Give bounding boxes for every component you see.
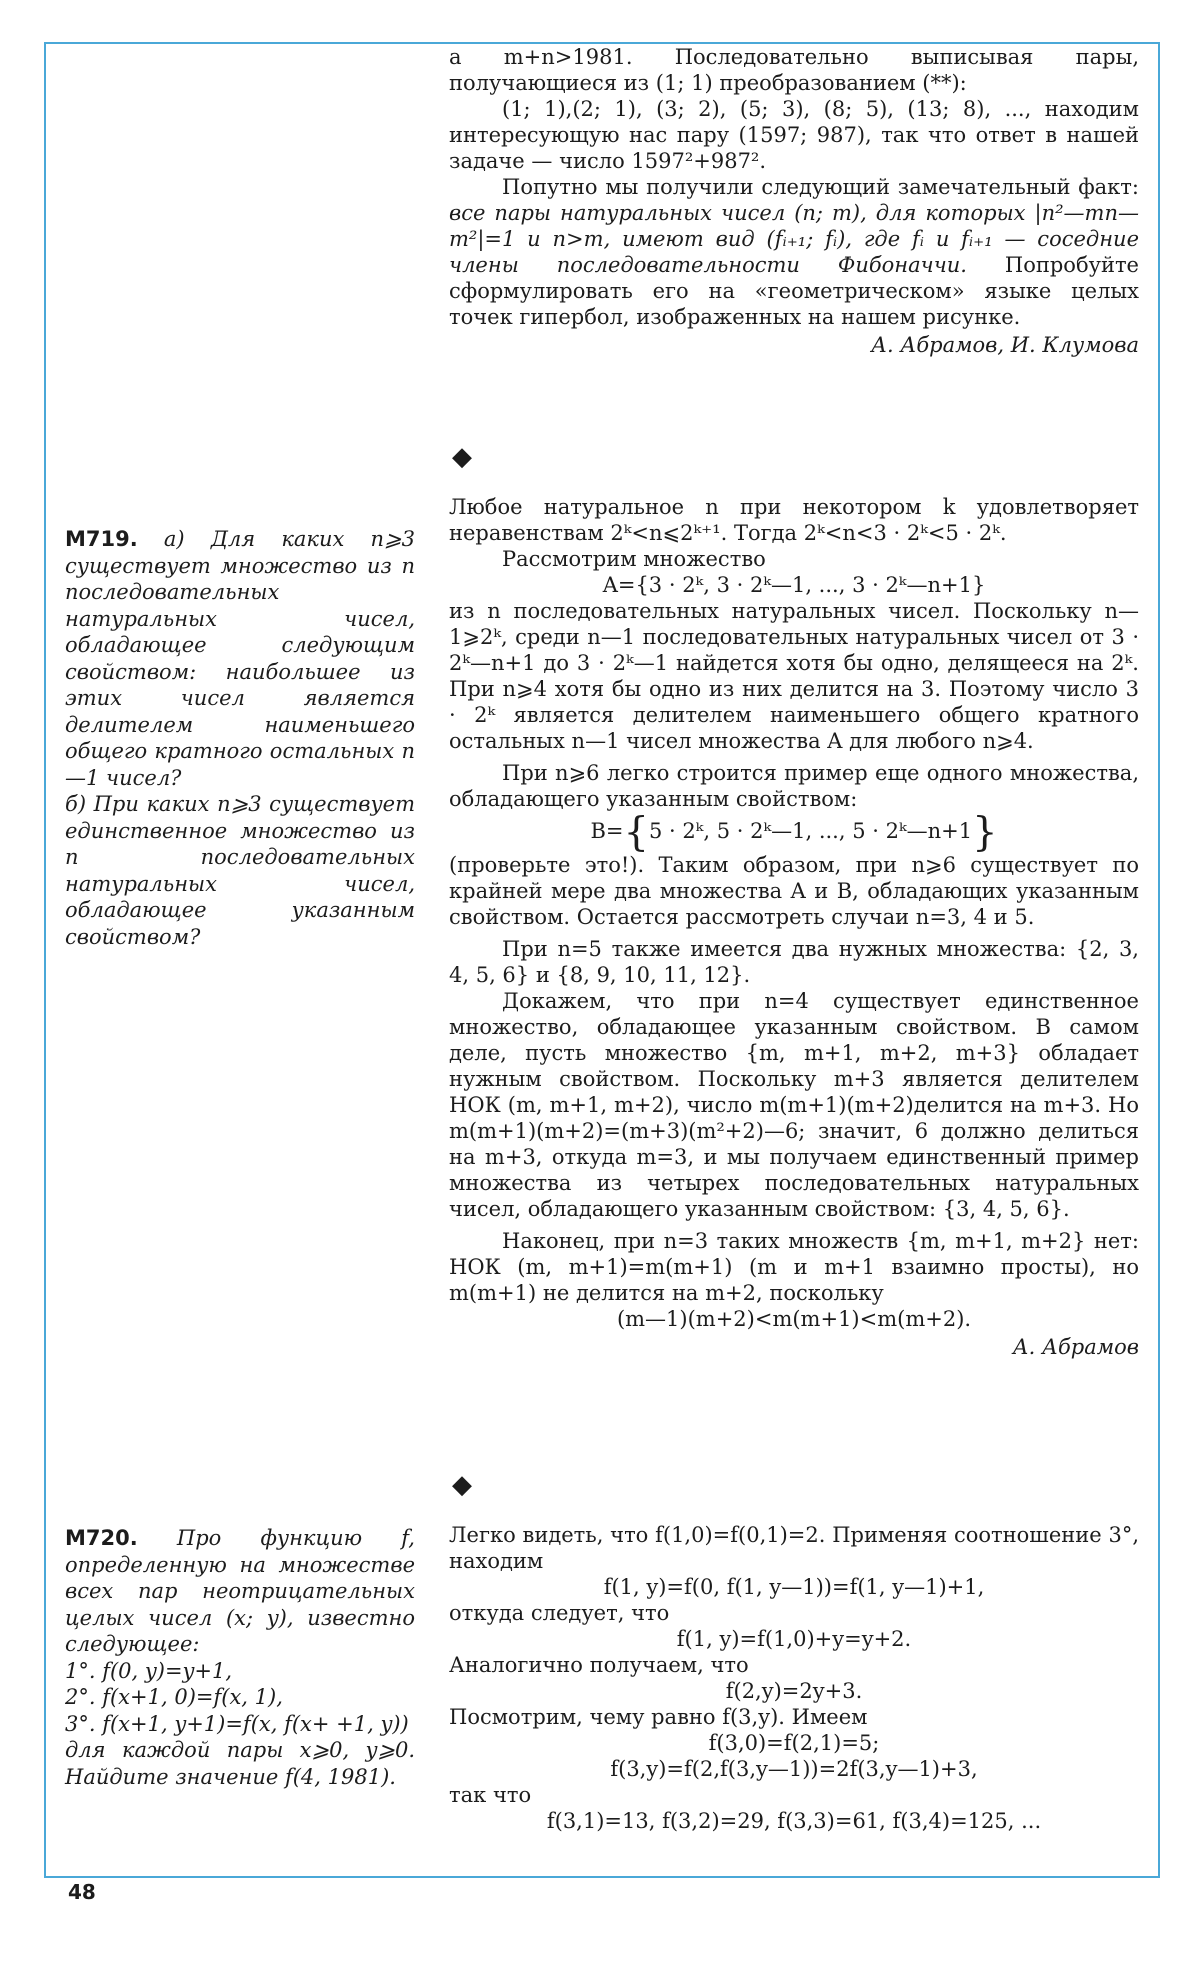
paragraph: Наконец, при n=3 таких множеств {m, m+1, m+2} нет: НОК (m, m+1)=m(m+1) (m и m+1 взаимно просты), но m(m+1) не делится на m+2, поскольку: [449, 1228, 1139, 1305]
condition: 3°. f(x+1, y+1)=f(x, f(x+ +1, y)): [65, 1711, 409, 1736]
solution-m719: [449, 494, 1139, 1360]
problem-label: М720.: [65, 1526, 138, 1550]
paragraph: Попутно мы получили следующий замечательный факт: все пары натуральных чисел (n; m), для которых |n²—mn—m²|=1 и n>m, имеют вид (fᵢ₊₁; fᵢ), где fᵢ и fᵢ₊₁ — соседние члены последовательности Фибоначчи. Попробуйте сформулировать его на «геометрическом» языке целых точек гипербол, изображенных на нашем рисунке.: [449, 175, 1139, 329]
problem-intro: М720. Про функцию f, определенную на множестве всех пар неотрицательных целых чисел (x; y), известно следующее:: [65, 1526, 415, 1656]
formula: f(1, y)=f(1,0)+y=y+2.: [676, 1627, 912, 1651]
section-divider-diamond-icon: ◆: [452, 442, 472, 472]
paragraph: Докажем, что при n=4 существует единственное множество, обладающее указанным свойством. В самом деле, пусть множество {m, m+1, m+2, m+3} обладает нужным свойством. Поскольку m+3 является делителем НОК (m, m+1, m+2), число m(m+1)(m+2)делится на m+3. Но m(m+1)(m+2)=(m+3)(m²+2)—6; значит, 6 должно делиться на m+3, откуда m=3, и мы получаем единственный пример множества из четырех последовательных натуральных чисел, обладающего указанным свойством: {3, 4, 5, 6}.: [449, 988, 1139, 1221]
paragraph: Любое натуральное n при некотором k удовлетворяет неравенствам 2ᵏ<n⩽2ᵏ⁺¹. Тогда 2ᵏ<n<3 · 2ᵏ<5 · 2ᵏ.: [449, 495, 1139, 545]
problem-label: М719.: [65, 527, 138, 551]
paragraph: откуда следует, что: [449, 1601, 670, 1625]
paragraph: так что: [449, 1783, 532, 1807]
problem-tail: для каждой пары x⩾0, y⩾0. Найдите значение f(4, 1981).: [65, 1738, 415, 1789]
formula: f(3,1)=13, f(3,2)=29, f(3,3)=61, f(3,4)=125, ...: [546, 1809, 1042, 1833]
paragraph: (проверьте это!). Таким образом, при n⩾6 существует по крайней мере два множества A и B, обладающих указанным свойством. Остается рассмотреть случаи n=3, 4 и 5.: [449, 852, 1139, 929]
paragraph: (1; 1),(2; 1), (3; 2), (5; 3), (8; 5), (13; 8), ..., находим интересующую нас пару (1597; 987), так что ответ в нашей задаче — число 1597²+987².: [449, 97, 1139, 173]
formula: f(1, y)=f(0, f(1, y—1))=f(1, y—1)+1,: [603, 1575, 985, 1599]
signature: А. Абрамов: [1012, 1334, 1139, 1359]
problem-b: б) При каких n⩾3 существует единственное множество из n последовательных натуральных чисел, обладающее указанным свойством?: [65, 792, 415, 949]
formula: f(3,0)=f(2,1)=5;: [708, 1731, 880, 1755]
problem-a: М719. а) Для каких n⩾3 существует множество из n последовательных натуральных чисел, обладающее следующим свойством: наибольшее из этих чисел является делителем наименьшего общего кратного остальных n—1 чисел?: [65, 527, 415, 790]
paragraph: Легко видеть, что f(1,0)=f(0,1)=2. Применяя соотношение 3°, находим: [449, 1523, 1139, 1573]
condition: 1°. f(0, y)=y+1,: [65, 1658, 233, 1683]
solution-m720: [449, 1522, 1139, 1834]
formula: (m—1)(m+2)<m(m+1)<m(m+2).: [616, 1306, 972, 1331]
problem-m720: [65, 1525, 415, 1790]
paragraph: Аналогично получаем, что: [449, 1653, 749, 1677]
paragraph: При n⩾6 легко строится пример еще одного множества, обладающего указанным свойством:: [449, 761, 1139, 811]
paragraph: Посмотрим, чему равно f(3,y). Имеем: [449, 1705, 868, 1729]
signature: А. Абрамов, И. Клумова: [871, 333, 1139, 357]
formula: B={5 · 2ᵏ, 5 · 2ᵏ—1, ..., 5 · 2ᵏ—n+1}: [590, 809, 998, 856]
paragraph: а m+n>1981. Последовательно выписывая пары, получающиеся из (1; 1) преобразованием (**):: [449, 45, 1139, 95]
problem-m719: [65, 526, 415, 950]
condition: 2°. f(x+1, 0)=f(x, 1),: [65, 1685, 283, 1709]
paragraph: из n последовательных натуральных чисел. Поскольку n—1⩾2ᵏ, среди n—1 последовательных натуральных чисел от 3 · 2ᵏ—n+1 до 3 · 2ᵏ—1 найдется хотя бы одно, делящееся на 2ᵏ. При n⩾4 хотя бы одно из них делится на 3. Поэтому число 3 · 2ᵏ является делителем наименьшего общего кратного остальных n—1 чисел множества A для любого n⩾4.: [449, 599, 1139, 753]
paragraph: При n=5 также имеется два нужных множества: {2, 3, 4, 5, 6} и {8, 9, 10, 11, 12}.: [449, 936, 1139, 987]
formula: A={3 · 2ᵏ, 3 · 2ᵏ—1, ..., 3 · 2ᵏ—n+1}: [602, 573, 986, 597]
page-number: 48: [68, 1880, 96, 1904]
formula: f(3,y)=f(2,f(3,y—1))=2f(3,y—1)+3,: [610, 1757, 978, 1781]
section-divider-diamond-icon: ◆: [452, 1470, 472, 1500]
formula: f(2,y)=2y+3.: [725, 1679, 863, 1703]
paragraph: Рассмотрим множество: [502, 547, 766, 571]
top-section: [449, 44, 1139, 358]
